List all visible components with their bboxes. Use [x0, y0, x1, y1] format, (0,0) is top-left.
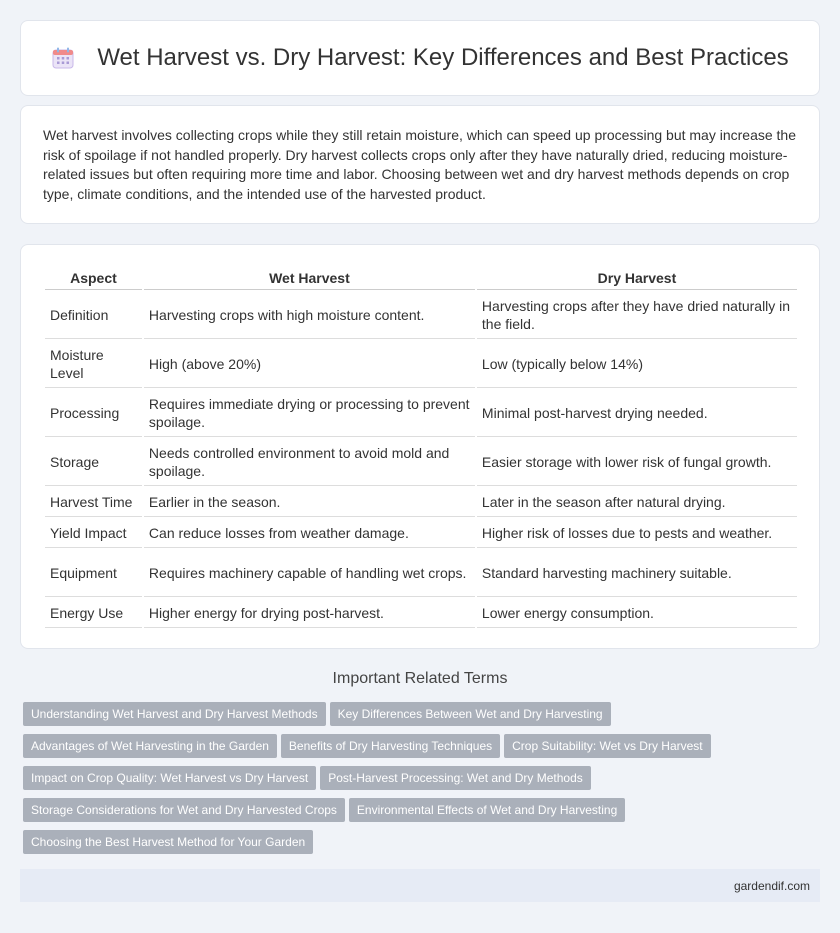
cell-aspect: Definition [45, 292, 142, 339]
page-title: Wet Harvest vs. Dry Harvest: Key Differences and Best Practices [97, 44, 789, 71]
cell-dry-harvest: Harvesting crops after they have dried naturally in the field. [477, 292, 797, 339]
table-row [45, 390, 797, 437]
cell-wet-harvest: Can reduce losses from weather damage. [144, 519, 475, 548]
related-term-tag[interactable]: Advantages of Wet Harvesting in the Garden [23, 734, 277, 758]
footer [20, 869, 820, 902]
cell-aspect: Equipment [45, 550, 142, 597]
related-terms-title: Important Related Terms [332, 670, 508, 687]
table-row [45, 488, 797, 517]
related-term-tag[interactable]: Key Differences Between Wet and Dry Harvesting [330, 702, 611, 726]
related-terms-list [23, 702, 823, 862]
related-term-tag[interactable]: Post-Harvest Processing: Wet and Dry Methods [320, 766, 591, 790]
cell-wet-harvest: Harvesting crops with high moisture content. [144, 292, 475, 339]
cell-wet-harvest: Earlier in the season. [144, 488, 475, 517]
cell-aspect: Moisture Level [45, 341, 142, 388]
cell-wet-harvest: Higher energy for drying post-harvest. [144, 599, 475, 628]
table-row [45, 550, 797, 597]
cell-dry-harvest: Lower energy consumption. [477, 599, 797, 628]
cell-aspect: Yield Impact [45, 519, 142, 548]
cell-dry-harvest: Easier storage with lower risk of fungal growth. [477, 439, 797, 486]
cell-aspect: Energy Use [45, 599, 142, 628]
table-row [45, 292, 797, 339]
cell-dry-harvest: Later in the season after natural drying. [477, 488, 797, 517]
comparison-table-card [20, 244, 820, 649]
intro-card [20, 105, 820, 224]
related-term-tag[interactable]: Impact on Crop Quality: Wet Harvest vs Dry Harvest [23, 766, 316, 790]
header-wet-harvest: Wet Harvest [144, 265, 475, 290]
related-term-tag[interactable]: Choosing the Best Harvest Method for Your Garden [23, 830, 313, 854]
cell-dry-harvest: Minimal post-harvest drying needed. [477, 390, 797, 437]
cell-wet-harvest: Needs controlled environment to avoid mold and spoilage. [144, 439, 475, 486]
related-term-tag[interactable]: Storage Considerations for Wet and Dry Harvested Crops [23, 798, 345, 822]
cell-wet-harvest: Requires immediate drying or processing to prevent spoilage. [144, 390, 475, 437]
cell-wet-harvest: High (above 20%) [144, 341, 475, 388]
table-header-row [45, 265, 797, 290]
cell-dry-harvest: Low (typically below 14%) [477, 341, 797, 388]
calendar-icon [51, 46, 75, 70]
footer-site[interactable]: gardendif.com [733, 878, 810, 893]
header-aspect: Aspect [45, 265, 142, 290]
cell-dry-harvest: Standard harvesting machinery suitable. [477, 550, 797, 597]
header-card [20, 20, 820, 96]
cell-aspect: Storage [45, 439, 142, 486]
related-term-tag[interactable]: Benefits of Dry Harvesting Techniques [281, 734, 500, 758]
table-row [45, 439, 797, 486]
comparison-table [43, 263, 799, 630]
table-row [45, 519, 797, 548]
related-term-tag[interactable]: Environmental Effects of Wet and Dry Harvesting [349, 798, 625, 822]
header-dry-harvest: Dry Harvest [477, 265, 797, 290]
cell-aspect: Harvest Time [45, 488, 142, 517]
related-term-tag[interactable]: Understanding Wet Harvest and Dry Harvest Methods [23, 702, 326, 726]
table-row [45, 341, 797, 388]
table-row [45, 599, 797, 628]
cell-dry-harvest: Higher risk of losses due to pests and weather. [477, 519, 797, 548]
cell-wet-harvest: Requires machinery capable of handling wet crops. [144, 550, 475, 597]
cell-aspect: Processing [45, 390, 142, 437]
intro-text: Wet harvest involves collecting crops while they still retain moisture, which can speed up processing but may increase the risk of spoilage if not handled properly. Dry harvest collects crops only after they have naturally dried, reducing moisture-related issues but often requiring more time and labor. Choosing between wet and dry harvest methods depends on crop type, climate conditions, and the intended use of the harvested product. [43, 127, 796, 202]
related-term-tag[interactable]: Crop Suitability: Wet vs Dry Harvest [504, 734, 711, 758]
